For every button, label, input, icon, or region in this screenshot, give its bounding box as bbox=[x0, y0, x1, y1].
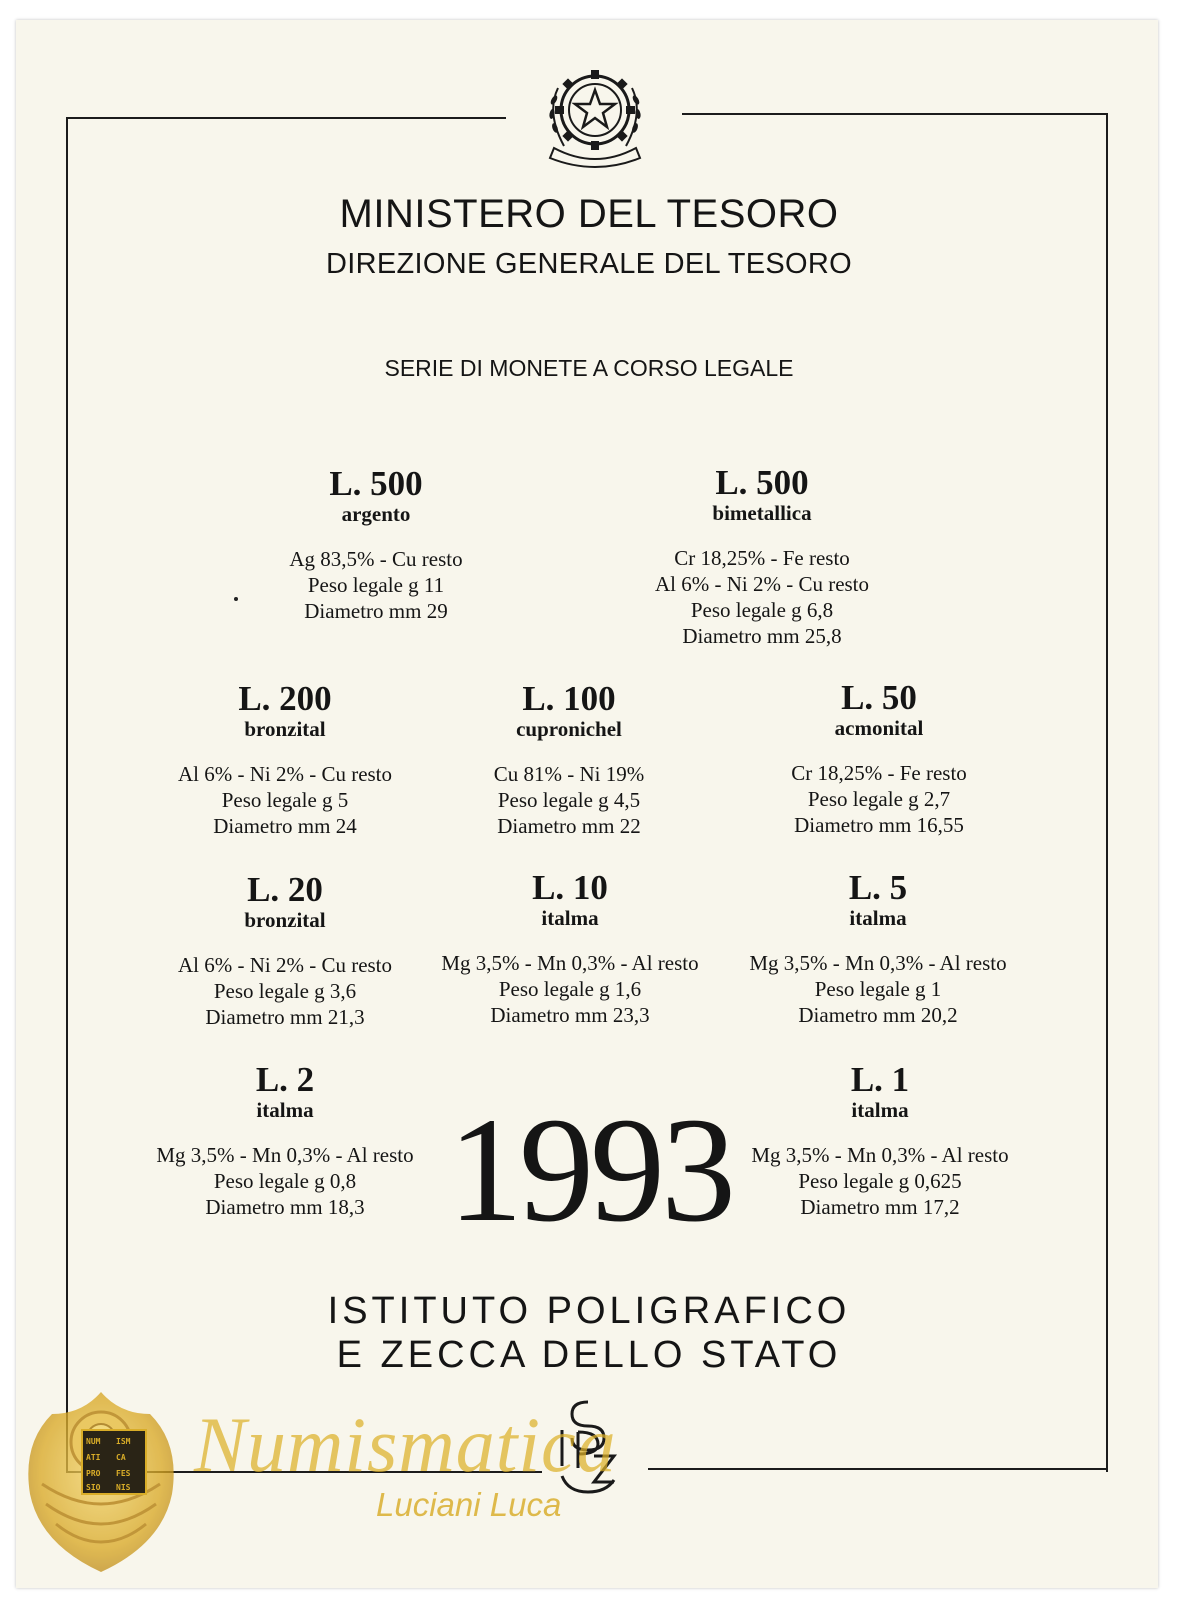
coin-spec: Peso legale g 5 bbox=[221, 788, 349, 812]
svg-text:FES: FES bbox=[116, 1469, 131, 1478]
frame-line-bottom-right bbox=[648, 1468, 1108, 1470]
coin-metal: bimetallica bbox=[712, 501, 812, 525]
coin-spec: Diametro mm 16,55 bbox=[794, 813, 964, 837]
svg-text:PRO: PRO bbox=[86, 1469, 101, 1478]
coin-spec: Al 6% - Ni 2% - Cu resto bbox=[177, 953, 393, 977]
coin-spec: Diametro mm 23,3 bbox=[490, 1003, 650, 1027]
coin-denomination: L. 2 bbox=[255, 1060, 315, 1099]
watermark-brand: Numismatica bbox=[194, 1401, 617, 1488]
coin-spec: Mg 3,5% - Mn 0,3% - Al resto bbox=[441, 951, 699, 975]
coin-metal: italma bbox=[256, 1098, 314, 1122]
coin-500-argento bbox=[206, 466, 546, 624]
coin-denomination: L. 20 bbox=[247, 870, 323, 909]
coin-10-italma bbox=[400, 870, 740, 1028]
svg-text:ATI: ATI bbox=[86, 1453, 101, 1462]
watermark-owner: Luciani Luca bbox=[376, 1486, 562, 1523]
coin-denomination: L. 1 bbox=[850, 1060, 910, 1099]
coin-500-bimetallica bbox=[592, 465, 932, 649]
svg-text:NUM: NUM bbox=[86, 1437, 101, 1446]
coin-metal: argento bbox=[341, 502, 411, 526]
series-title: SERIE DI MONETE A CORSO LEGALE bbox=[384, 355, 794, 381]
coin-denomination: L. 100 bbox=[522, 679, 616, 718]
coin-spec: Peso legale g 2,7 bbox=[807, 787, 951, 811]
coin-50-acmonital bbox=[709, 680, 1049, 838]
svg-text:CA: CA bbox=[116, 1453, 126, 1462]
coin-spec: Peso legale g 1 bbox=[814, 977, 942, 1001]
coin-spec: Diametro mm 29 bbox=[304, 599, 448, 623]
coin-spec: Peso legale g 1,6 bbox=[498, 977, 642, 1001]
institute-line-2: E ZECCA DELLO STATO bbox=[336, 1334, 842, 1376]
coin-spec: Diametro mm 21,3 bbox=[205, 1005, 365, 1029]
coin-metal: italma bbox=[851, 1098, 909, 1122]
coin-spec: Peso legale g 6,8 bbox=[690, 598, 834, 622]
coin-2-italma bbox=[115, 1062, 455, 1220]
coin-denomination: L. 10 bbox=[532, 868, 608, 907]
coin-spec: Diametro mm 22 bbox=[497, 814, 641, 838]
professionisti-stamp-watermark-icon bbox=[80, 1428, 148, 1496]
coin-denomination: L. 50 bbox=[841, 678, 917, 717]
frame-line-top-left bbox=[66, 117, 506, 119]
coin-spec: Peso legale g 3,6 bbox=[213, 979, 357, 1003]
coin-spec: Mg 3,5% - Mn 0,3% - Al resto bbox=[751, 1143, 1009, 1167]
coin-metal: italma bbox=[541, 906, 599, 930]
coin-1-italma bbox=[710, 1062, 1050, 1220]
coin-spec: Mg 3,5% - Mn 0,3% - Al resto bbox=[749, 951, 1007, 975]
coin-metal: italma bbox=[849, 906, 907, 930]
coin-metal: bronzital bbox=[244, 908, 326, 932]
coin-spec: Cr 18,25% - Fe resto bbox=[791, 761, 967, 785]
institute-line-1: ISTITUTO POLIGRAFICO bbox=[327, 1290, 851, 1332]
coin-spec: Al 6% - Ni 2% - Cu resto bbox=[177, 762, 393, 786]
coin-denomination: L. 500 bbox=[329, 464, 423, 503]
coin-5-italma bbox=[708, 870, 1048, 1028]
svg-text:ISM: ISM bbox=[116, 1437, 131, 1446]
coin-100-cupronichel bbox=[399, 681, 739, 839]
coin-spec: Al 6% - Ni 2% - Cu resto bbox=[654, 572, 870, 596]
frame-line-right bbox=[1106, 113, 1108, 1472]
svg-text:SIO: SIO bbox=[86, 1483, 101, 1492]
coin-spec: Diametro mm 24 bbox=[213, 814, 357, 838]
ministry-title: MINISTERO DEL TESORO bbox=[339, 192, 839, 236]
coin-spec: Diametro mm 25,8 bbox=[682, 624, 842, 648]
coin-spec: Cu 81% - Ni 19% bbox=[493, 762, 645, 786]
coin-denomination: L. 5 bbox=[848, 868, 908, 907]
coin-spec: Diametro mm 18,3 bbox=[205, 1195, 365, 1219]
coin-spec: Ag 83,5% - Cu resto bbox=[289, 547, 463, 571]
frame-line-left bbox=[66, 117, 68, 1472]
svg-text:NIS: NIS bbox=[116, 1483, 131, 1492]
coin-metal: acmonital bbox=[834, 716, 924, 740]
coin-spec: Peso legale g 4,5 bbox=[497, 788, 641, 812]
coin-spec: Peso legale g 11 bbox=[307, 573, 445, 597]
repubblica-italiana-emblem-icon bbox=[540, 58, 650, 170]
coin-spec: Peso legale g 0,8 bbox=[213, 1169, 357, 1193]
directorate-title: DIREZIONE GENERALE DEL TESORO bbox=[326, 248, 852, 280]
coin-metal: bronzital bbox=[244, 717, 326, 741]
frame-line-top-right bbox=[682, 113, 1108, 115]
coin-denomination: L. 500 bbox=[715, 463, 809, 502]
year-label: 1993 bbox=[448, 1087, 732, 1253]
coin-spec: Diametro mm 20,2 bbox=[798, 1003, 958, 1027]
coin-spec: Mg 3,5% - Mn 0,3% - Al resto bbox=[156, 1143, 414, 1167]
coin-denomination: L. 200 bbox=[238, 679, 332, 718]
coin-spec: Cr 18,25% - Fe resto bbox=[674, 546, 850, 570]
coin-spec: Diametro mm 17,2 bbox=[800, 1195, 960, 1219]
coin-metal: cupronichel bbox=[516, 717, 622, 741]
coin-spec: Peso legale g 0,625 bbox=[798, 1169, 962, 1193]
